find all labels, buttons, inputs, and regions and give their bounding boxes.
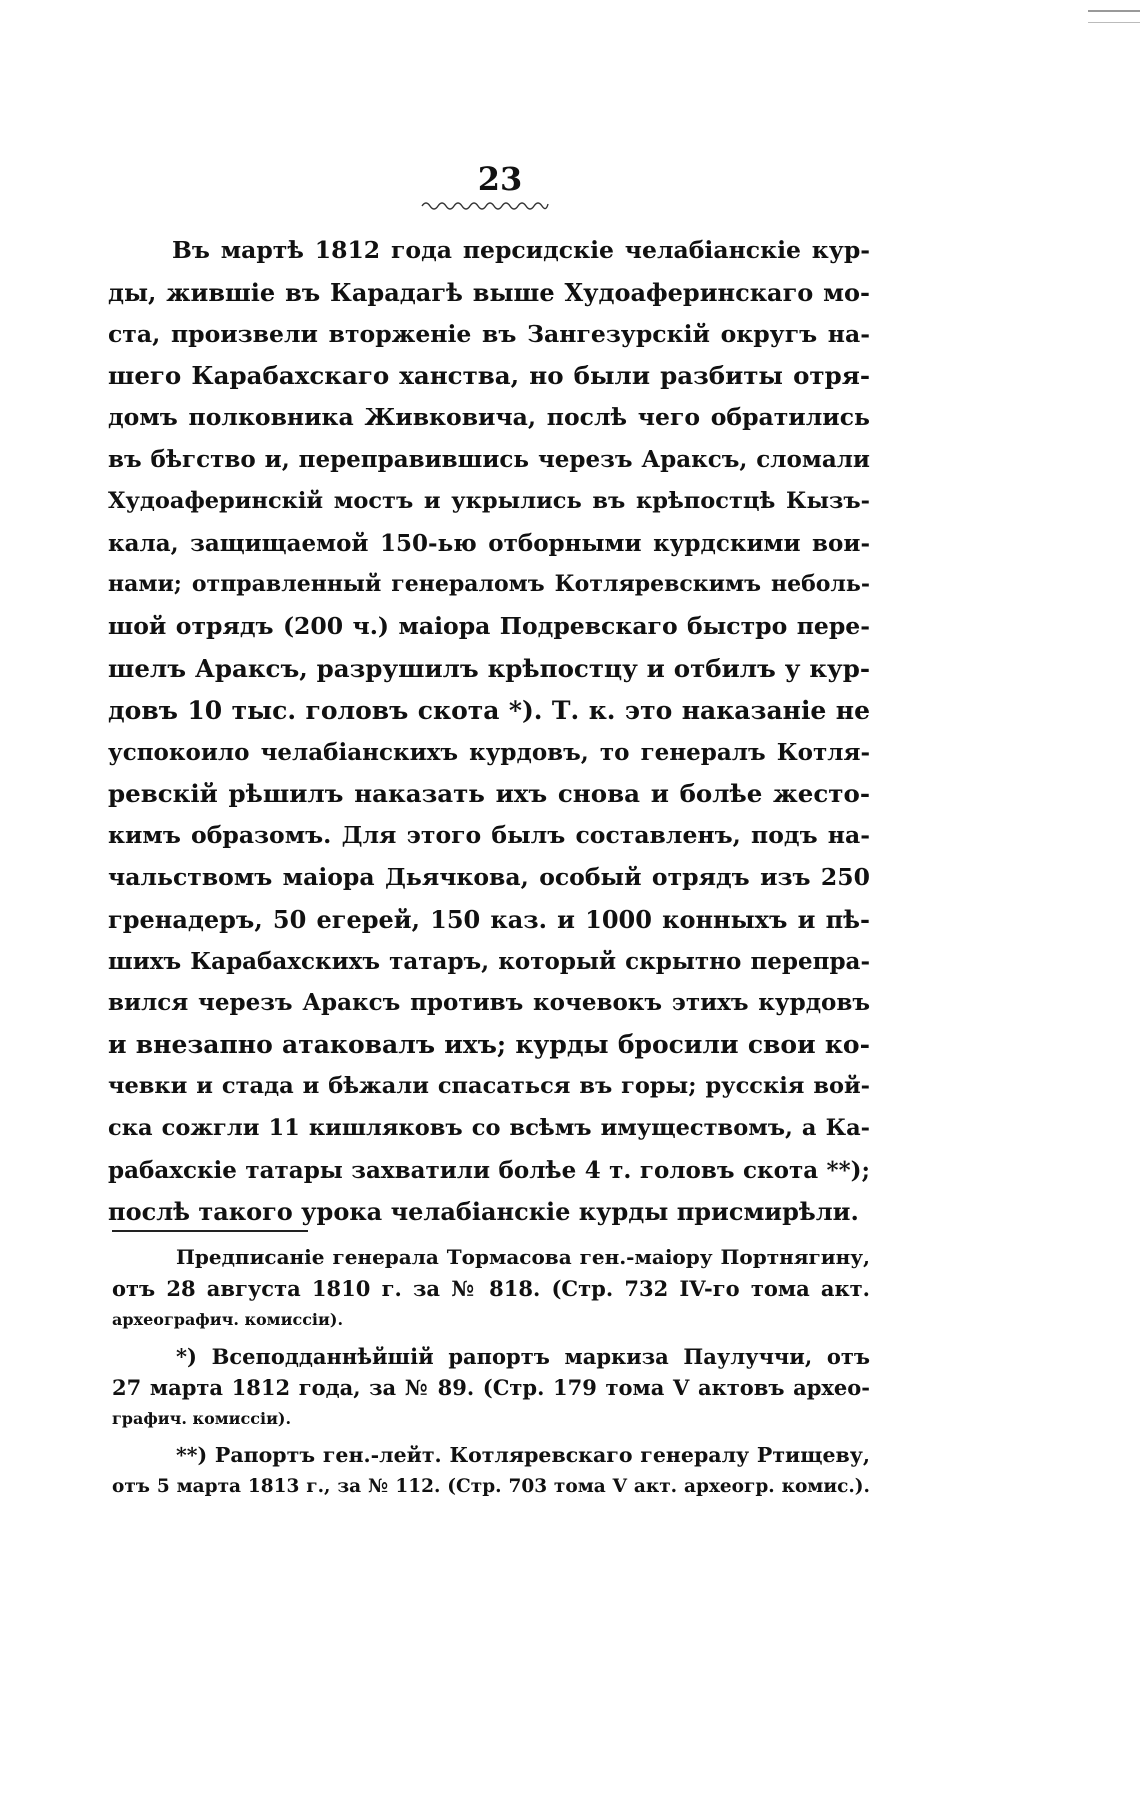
text-line: гренадеръ, 50 егерей, 150 каз. и 1000 конныхъ и пѣ- [108, 904, 870, 934]
footnote-separator [112, 1230, 308, 1232]
text-line: рабахскіе татары захватили болѣе 4 т. головъ скота **); [108, 1156, 870, 1184]
main-paragraph [108, 230, 870, 1233]
text-line: шего Карабахскаго ханства, но были разбиты отря- [108, 361, 870, 391]
text-line: въ бѣгство и, переправившись черезъ Араксъ, сломали [108, 445, 870, 473]
footnote [112, 1440, 870, 1502]
text-line: кимъ образомъ. Для этого былъ составленъ, подъ на- [108, 821, 870, 850]
text-line: ды, жившіе въ Карадагѣ выше Худоаферинскаго мо- [108, 277, 870, 307]
footnote [112, 1341, 870, 1434]
text-line: Въ мартѣ 1812 года персидскіе челабіанскіе кур- [172, 236, 870, 264]
page-number-ornament [420, 198, 550, 210]
text-line: ста, произвели вторженіе въ Зангезурскій округъ на- [108, 319, 870, 348]
footnote-line: 27 марта 1812 года, за № 89. (Стр. 179 тома V актовъ архео- [112, 1375, 870, 1400]
text-line: шой отрядъ (200 ч.) маіора Подревскаго быстро пере- [108, 612, 870, 641]
text-line: домъ полковника Живковича, послѣ чего обратились [108, 403, 870, 432]
text-line: вился черезъ Араксъ противъ кочевокъ этихъ курдовъ [108, 989, 870, 1017]
footnote-line: отъ 5 марта 1813 г., за № 112. (Стр. 703 тома V акт. археогр. комис.). [112, 1476, 870, 1497]
text-line: ска сожгли 11 кишляковъ со всѣмъ имуществомъ, а Ка- [108, 1114, 870, 1141]
page-number: 23 [477, 160, 523, 198]
text-line: шелъ Араксъ, разрушилъ крѣпостцу и отбилъ у кур- [108, 653, 870, 683]
text-line: кала, защищаемой 150-ью отборными курдскими вои- [108, 529, 870, 557]
text-line: ревскій рѣшилъ наказать ихъ снова и болѣе жесто- [108, 779, 870, 809]
text-line: Худоаферинскій мостъ и укрылись въ крѣпостцѣ Кызъ- [108, 487, 870, 514]
footnote-line: **) Рапортъ ген.-лейт. Котляревскаго генералу Ртищеву, [176, 1443, 870, 1467]
footnote-line: отъ 28 августа 1810 г. за № 818. (Стр. 732 IV-го тома акт. [112, 1276, 870, 1301]
footnote-line: Предписаніе генерала Тормасова ген.-маіору Портнягину, [176, 1245, 870, 1269]
footnote-line: графич. комиссіи). [112, 1409, 292, 1428]
footnote [112, 1242, 870, 1335]
text-line: послѣ такого урока челабіанскіе курды присмирѣли. [108, 1197, 859, 1227]
text-line: успокоило челабіанскихъ курдовъ, то генералъ Котля- [108, 738, 870, 766]
text-line: и внезапно атаковалъ ихъ; курды бросили свои ко- [108, 1030, 870, 1060]
text-line: довъ 10 тыс. головъ скота *). Т. к. это наказаніе не [108, 695, 870, 725]
text-line: нами; отправленный генераломъ Котляревскимъ неболь- [108, 571, 870, 598]
text-line: шихъ Карабахскихъ татаръ, который скрытно перепра- [108, 947, 870, 975]
text-line: чальствомъ маіора Дьячкова, особый отрядъ изъ 250 [108, 862, 870, 891]
footnote-line: *) Всеподданнѣйшій рапортъ маркиза Паулуччи, отъ [176, 1344, 870, 1369]
text-line: чевки и стада и бѣжали спасаться въ горы; русскія вой- [108, 1072, 870, 1099]
footnote-line: археографич. комиссіи). [112, 1310, 344, 1329]
scan-edge-mark [1088, 22, 1140, 23]
scan-edge-mark [1088, 10, 1140, 12]
footnotes [112, 1242, 870, 1502]
